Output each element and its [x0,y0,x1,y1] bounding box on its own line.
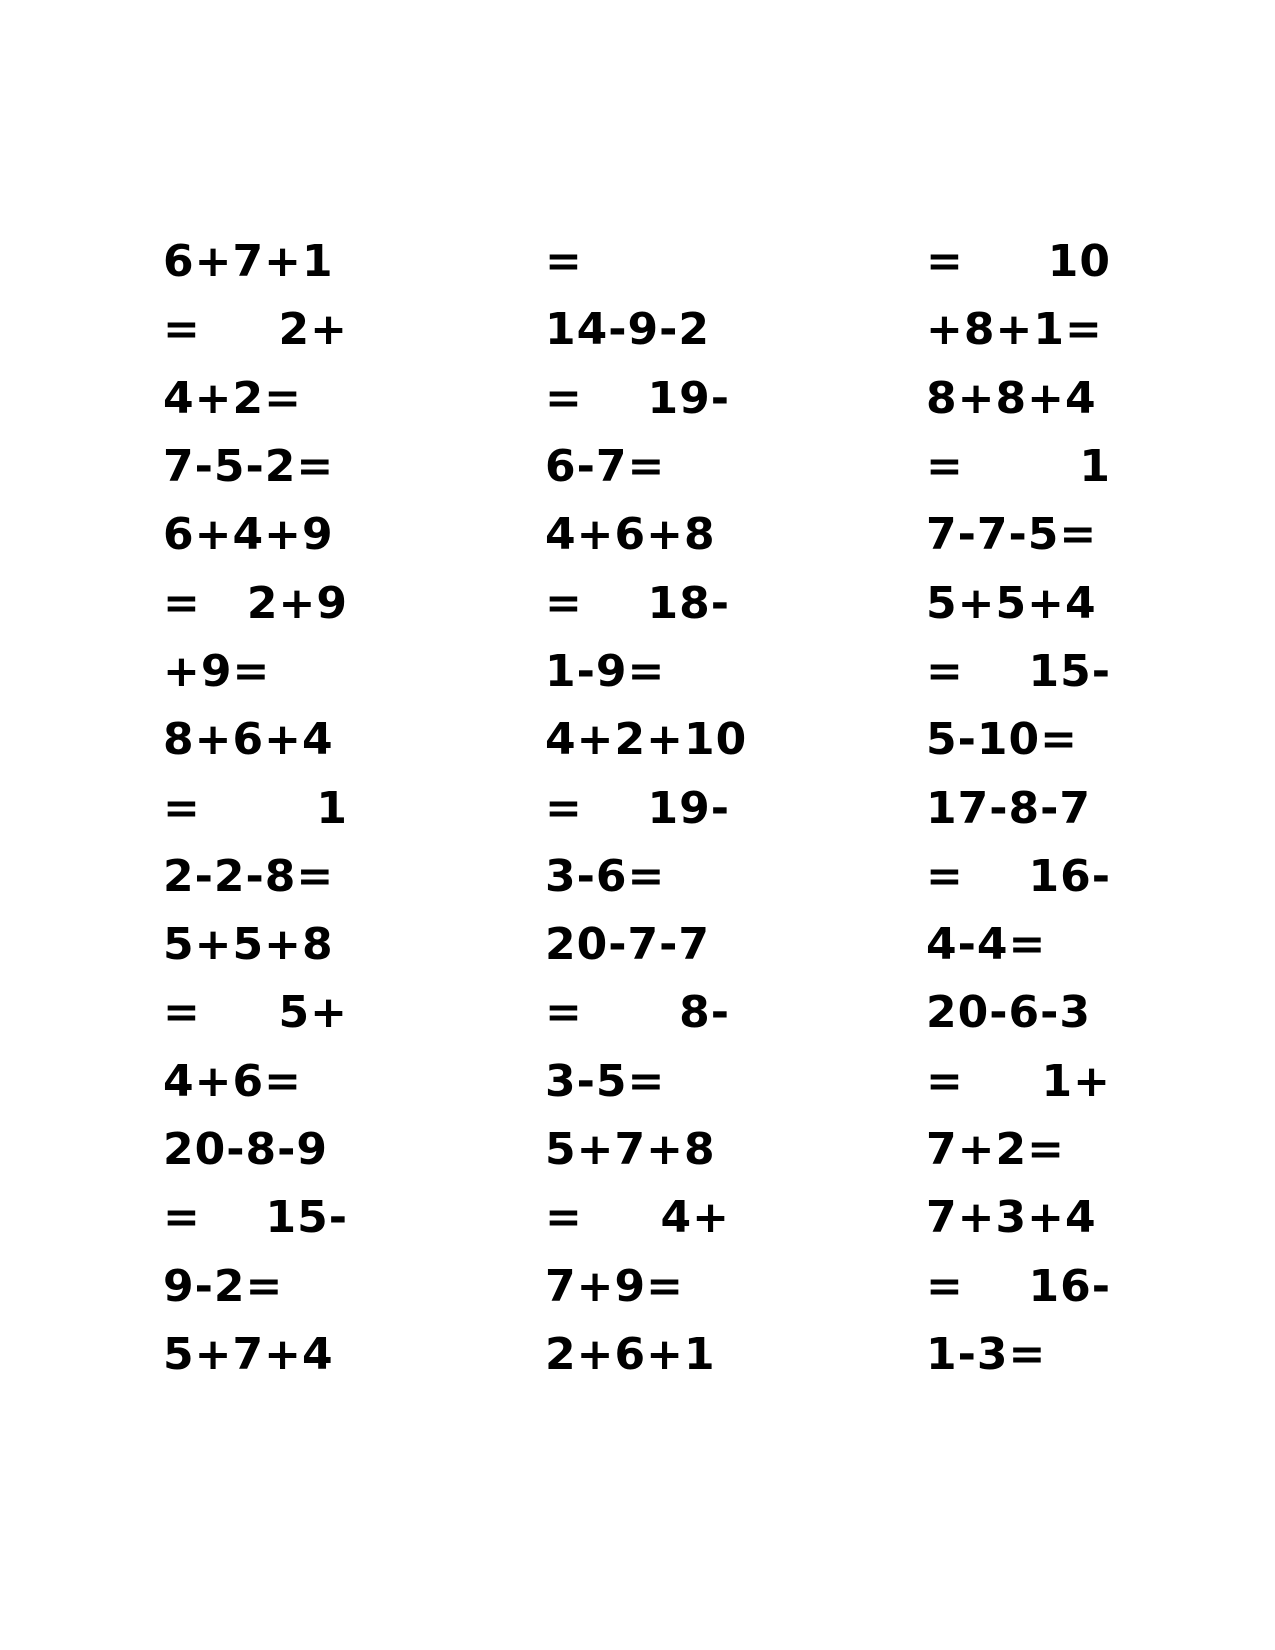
problem-line [545,433,730,501]
problem-line [163,228,348,296]
arithmetic-worksheet [163,228,1113,1380]
expression-text: = [926,850,964,902]
problem-column-1 [163,228,348,1389]
expression-continuation: 15- [1028,645,1111,697]
problem-line [163,433,348,501]
problem-column-3 [926,228,1111,1389]
problem-line [926,911,1111,979]
problem-line [545,979,730,1047]
expression-text: 14-9-2 [545,304,710,356]
problem-line [163,774,348,842]
problem-line [926,228,1111,296]
problem-line [926,1252,1111,1320]
problem-line [926,1184,1111,1252]
problem-line [926,1048,1111,1116]
problem-line [926,843,1111,911]
expression-text: 1-3= [926,1328,1047,1380]
expression-continuation: 2+9 [246,577,348,629]
problem-line [926,365,1111,433]
problem-line [545,1252,730,1320]
expression-continuation: 16- [1028,1260,1111,1312]
problem-line [545,706,748,774]
expression-continuation: 18- [647,577,730,629]
expression-text: 5+7+8 [545,1124,716,1175]
expression-continuation: 4+ [660,1192,730,1244]
expression-text: 7+3+4 [926,1192,1097,1244]
problem-line [163,911,348,979]
expression-text: = [545,236,583,288]
expression-text: 3-6= [545,850,666,902]
expression-continuation: 5+ [278,987,348,1039]
expression-text: 20-6-3 [926,987,1091,1039]
expression-text: 7+9= [545,1260,684,1312]
problem-line [163,843,348,911]
problem-line [163,1048,348,1116]
problem-line [163,1184,348,1252]
problem-line [926,706,1111,774]
problem-line [545,843,730,911]
expression-text: = [163,577,201,629]
problem-line [163,979,348,1047]
expression-continuation: 10 [1047,236,1111,288]
expression-text: 7-7-5= [926,509,1098,561]
expression-text: = [926,645,964,697]
expression-text: = [926,1055,964,1107]
expression-text: +9= [163,645,271,697]
expression-text: = [163,782,201,834]
expression-text: = [926,1260,964,1312]
expression-text: 17-8-7 [926,782,1091,834]
expression-text: 4+6= [163,1055,302,1107]
problem-line [163,638,348,706]
problem-line [163,365,348,433]
expression-text: = [163,304,201,356]
expression-text: 3-5= [545,1055,666,1107]
expression-continuation: 16- [1028,850,1111,902]
problem-line [926,1321,1111,1389]
expression-text: 6+4+9 [163,509,334,561]
expression-text: 2-2-8= [163,850,335,902]
expression-text: 4+6+8 [545,509,716,561]
expression-text: = [545,1192,583,1244]
expression-text: 5+7+4 [163,1328,334,1380]
problem-line [163,1321,348,1389]
problem-column-2 [545,228,748,1389]
problem-line [163,296,348,364]
expression-text: 5-10= [926,714,1078,766]
expression-text: 7-5-2= [163,441,335,493]
expression-continuation: 15- [265,1192,348,1244]
problem-line [545,911,730,979]
expression-text: 7+2= [926,1124,1065,1175]
expression-text: = [545,782,583,834]
expression-continuation: 1+ [1041,1055,1111,1107]
problem-line [545,1184,730,1252]
expression-text: 6+7+1 [163,236,334,288]
expression-text: = [545,577,583,629]
problem-line [163,1252,348,1320]
expression-text: 8+8+4 [926,372,1097,424]
expression-text: +8+1= [926,304,1103,356]
problem-line [163,706,348,774]
problem-line [545,774,730,842]
expression-text: 2+6+1 [545,1328,716,1380]
expression-text: = [545,987,583,1039]
expression-continuation: 1 [1079,441,1111,493]
expression-continuation: 8- [679,987,730,1039]
problem-line [926,979,1111,1047]
expression-continuation: 19- [647,782,730,834]
problem-line [545,296,730,364]
problem-line [926,433,1111,501]
problem-line [545,365,730,433]
expression-text: = [163,987,201,1039]
expression-text: 8+6+4 [163,714,334,766]
problem-line [926,638,1111,706]
expression-text: 1-9= [545,645,666,697]
expression-text: 4+2= [163,372,302,424]
expression-text: = [163,1192,201,1244]
problem-line [163,569,348,637]
problem-line [926,1116,1111,1184]
problem-line [545,228,730,296]
problem-line [545,1321,730,1389]
problem-line [926,569,1111,637]
expression-text: 20-8-9 [163,1124,328,1175]
expression-continuation: 19- [647,372,730,424]
expression-continuation: 2+ [278,304,348,356]
problem-line [926,296,1111,364]
expression-text: = [926,441,964,493]
problem-line [545,1116,730,1184]
expression-text: = [545,372,583,424]
expression-text: = [926,236,964,288]
problem-line [545,569,730,637]
expression-text: 20-7-7 [545,919,710,971]
expression-text: 5+5+8 [163,919,334,971]
problem-line [545,638,730,706]
problem-line [926,501,1111,569]
problem-line [926,774,1111,842]
problem-line [545,501,730,569]
expression-text: 4+2+10 [545,714,748,766]
problem-line [163,1116,348,1184]
expression-continuation: 1 [316,782,348,834]
problem-line [163,501,348,569]
expression-text: 9-2= [163,1260,284,1312]
problem-line [545,1048,730,1116]
expression-text: 5+5+4 [926,577,1097,629]
expression-text: 4-4= [926,919,1047,971]
expression-text: 6-7= [545,441,666,493]
